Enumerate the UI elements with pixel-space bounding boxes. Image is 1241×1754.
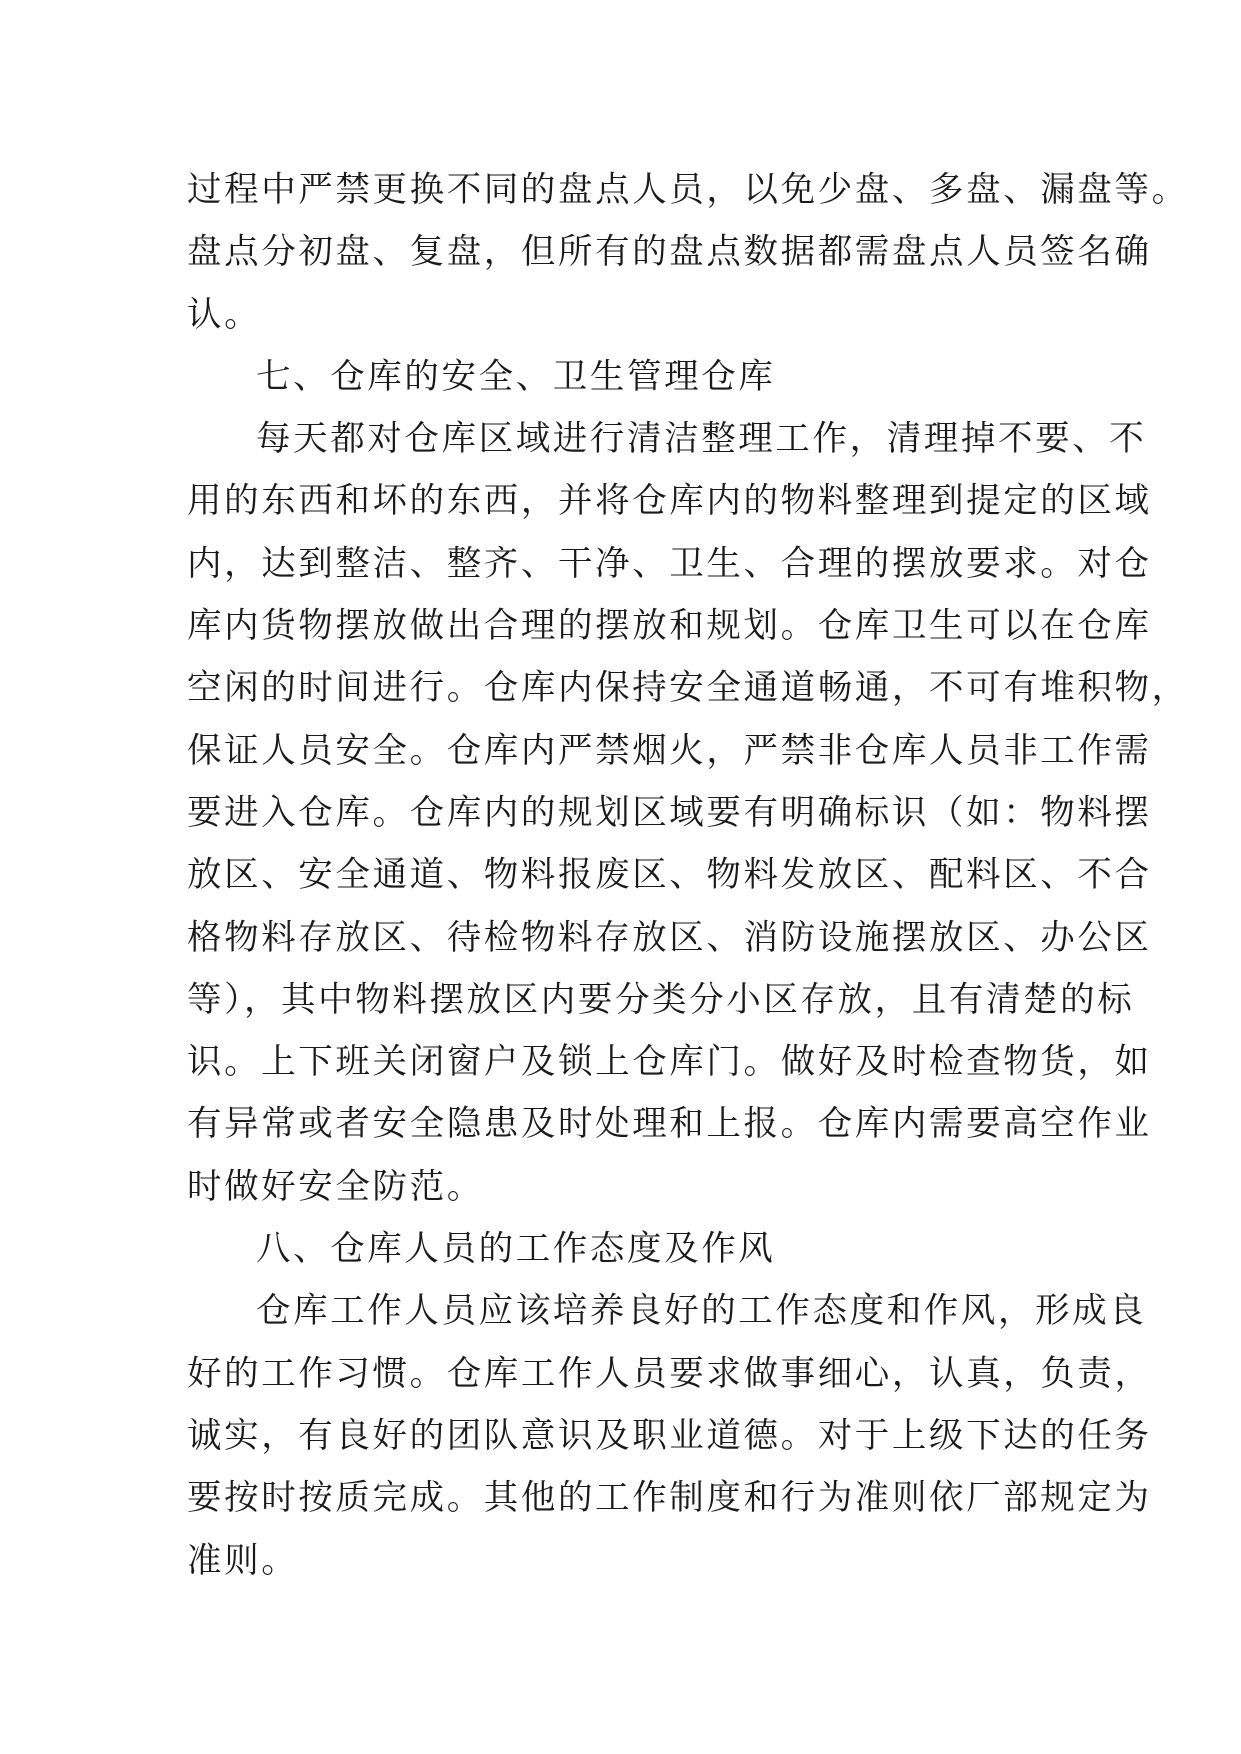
section-heading: 七、仓库的安全、卫生管理仓库 — [256, 356, 776, 397]
paragraph-line: 准则。 — [187, 1540, 299, 1581]
paragraph-line: 要进入仓库。仓库内的规划区域要有明确标识（如：物料摆 — [187, 792, 1152, 833]
paragraph-line: 盘点分初盘、复盘，但所有的盘点数据都需盘点人员签名确 — [187, 232, 1152, 273]
paragraph-line: 保证人员安全。仓库内严禁烟火，严禁非仓库人员非工作需 — [187, 730, 1152, 771]
paragraph-line: 要按时按质完成。其他的工作制度和行为准则依厂部规定为 — [187, 1478, 1152, 1519]
document-body — [187, 159, 1189, 1592]
paragraph-line: 格物料存放区、待检物料存放区、消防设施摆放区、办公区 — [187, 917, 1152, 958]
paragraph-line: 空闲的时间进行。仓库内保持安全通道畅通，不可有堆积物， — [187, 668, 1189, 709]
paragraph-line: 等），其中物料摆放区内要分类分小区存放，且有清楚的标 — [187, 979, 1135, 1020]
paragraph-line: 诚实，有良好的团队意识及职业道德。对于上级下达的任务 — [187, 1415, 1152, 1456]
paragraph-line: 过程中严禁更换不同的盘点人员，以免少盘、多盘、漏盘等。 — [187, 170, 1189, 210]
paragraph-line: 每天都对仓库区域进行清洁整理工作，清理掉不要、不 — [256, 419, 1147, 460]
paragraph-line: 仓库工作人员应该培养良好的工作态度和作风，形成良 — [256, 1291, 1147, 1332]
paragraph-line: 识。上下班关闭窗户及锁上仓库门。做好及时检查物货，如 — [187, 1042, 1152, 1083]
paragraph-line: 认。 — [187, 294, 262, 335]
paragraph-line: 放区、安全通道、物料报废区、物料发放区、配料区、不合 — [187, 855, 1152, 896]
paragraph-line: 有异常或者安全隐患及时处理和上报。仓库内需要高空作业 — [187, 1104, 1152, 1145]
paragraph-line: 库内货物摆放做出合理的摆放和规划。仓库卫生可以在仓库 — [187, 606, 1152, 647]
paragraph-line: 好的工作习惯。仓库工作人员要求做事细心，认真，负责， — [187, 1353, 1152, 1394]
paragraph-line: 用的东西和坏的东西，并将仓库内的物料整理到提定的区域 — [187, 481, 1152, 522]
paragraph-line: 内，达到整洁、整齐、干净、卫生、合理的摆放要求。对仓 — [187, 543, 1152, 584]
paragraph-line: 时做好安全防范。 — [187, 1166, 484, 1207]
section-heading: 八、仓库人员的工作态度及作风 — [256, 1229, 776, 1270]
